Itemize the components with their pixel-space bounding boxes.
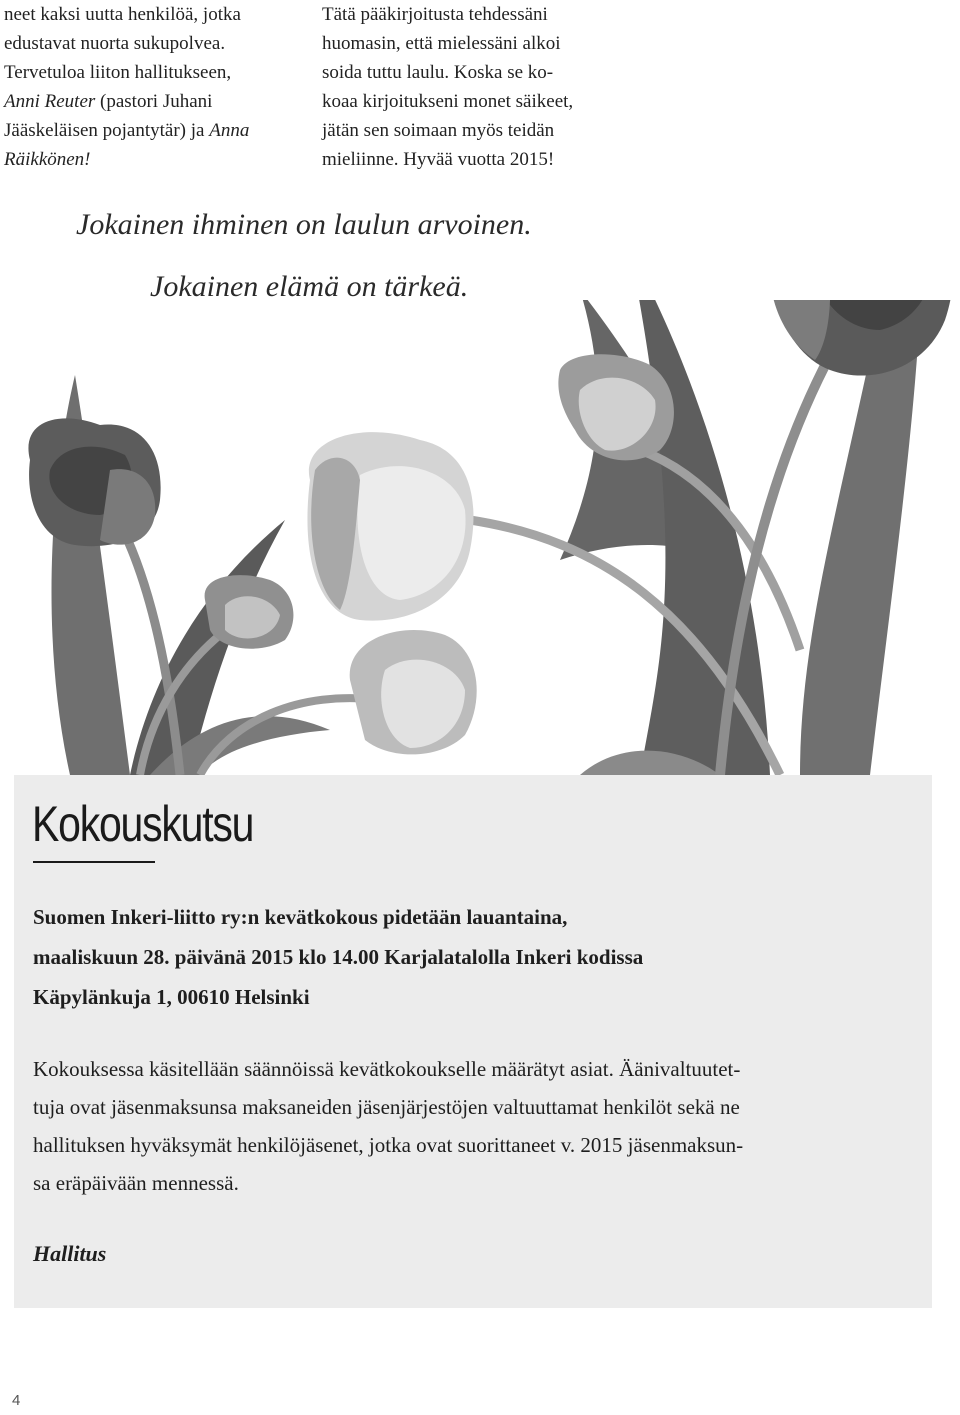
left-line-4-rest: (pastori Juhani [95, 91, 213, 112]
announcement-line: maaliskuun 28. päivänä 2015 klo 14.00 Karjalatalolla Inkeri kodissa [33, 945, 644, 969]
tulip-dark-right [769, 300, 953, 376]
right-line-1: Tätä pääkirjoitusta tehdessäni [322, 4, 548, 25]
tulip-small-left [205, 575, 294, 649]
body-line: Kokouksessa käsitellään säännöissä kevätkokoukselle määrätyt asiat. Äänivaltuutet- [33, 1057, 741, 1081]
left-line-2: edustavat nuorta sukupolvea. [4, 33, 226, 54]
announcement-line: Suomen Inkeri-liitto ry:n kevätkokous pidetään lauantaina, [33, 905, 568, 929]
body-line: tuja ovat jäsenmaksunsa maksaneiden jäsenjärjestöjen valtuuttamat henkilöt sekä ne [33, 1095, 740, 1119]
right-line-3: soida tuttu laulu. Koska se ko- [322, 62, 554, 83]
quote-line-2: Jokainen elämä on tärkeä. [150, 270, 469, 303]
left-line-6: Räikkönen! [4, 149, 91, 170]
body-line: sa eräpäivään mennessä. [33, 1171, 239, 1195]
right-column-text [322, 0, 642, 174]
title-underline [33, 861, 155, 863]
name-anni-reuter: Anni Reuter [4, 91, 96, 112]
notice-body [33, 1050, 913, 1202]
tulip-dark-left [28, 418, 160, 546]
left-line-5-text: Jääskeläisen pojantytär) ja [4, 120, 210, 141]
announcement-text [33, 897, 913, 1017]
quote-line-1: Jokainen ihminen on laulun arvoinen. [76, 208, 532, 241]
signature: Hallitus [33, 1241, 107, 1266]
tulip-white-center [307, 432, 473, 620]
left-column-text [4, 0, 304, 174]
right-line-5: jätän sen soimaan myös teidän [322, 120, 555, 141]
tulip-white-lower [350, 630, 477, 754]
name-anna: Anna [209, 120, 250, 141]
right-line-2: huomasin, että mielessäni alkoi [322, 33, 561, 54]
right-line-4: koaa kirjoitukseni monet säikeet, [322, 91, 574, 112]
notice-title: Kokouskutsu [32, 796, 254, 852]
page-number: 4 [12, 1392, 21, 1409]
body-line: hallituksen hyväksymät henkilöjäsenet, jotka ovat suorittaneet v. 2015 jäsenmaksun- [33, 1133, 744, 1157]
left-line-4 [4, 87, 304, 116]
stem-4 [200, 698, 380, 775]
meeting-notice-box [14, 775, 932, 1308]
left-line-1: neet kaksi uutta henkilöä, jotka [4, 4, 241, 25]
right-line-6: mieliinne. Hyvää vuotta 2015! [322, 149, 555, 170]
left-line-3: Tervetuloa liiton hallitukseen, [4, 62, 232, 83]
announcement-line: Käpylänkuja 1, 00610 Helsinki [33, 985, 310, 1009]
tulip-illustration [0, 300, 960, 780]
left-line-5 [4, 116, 304, 145]
